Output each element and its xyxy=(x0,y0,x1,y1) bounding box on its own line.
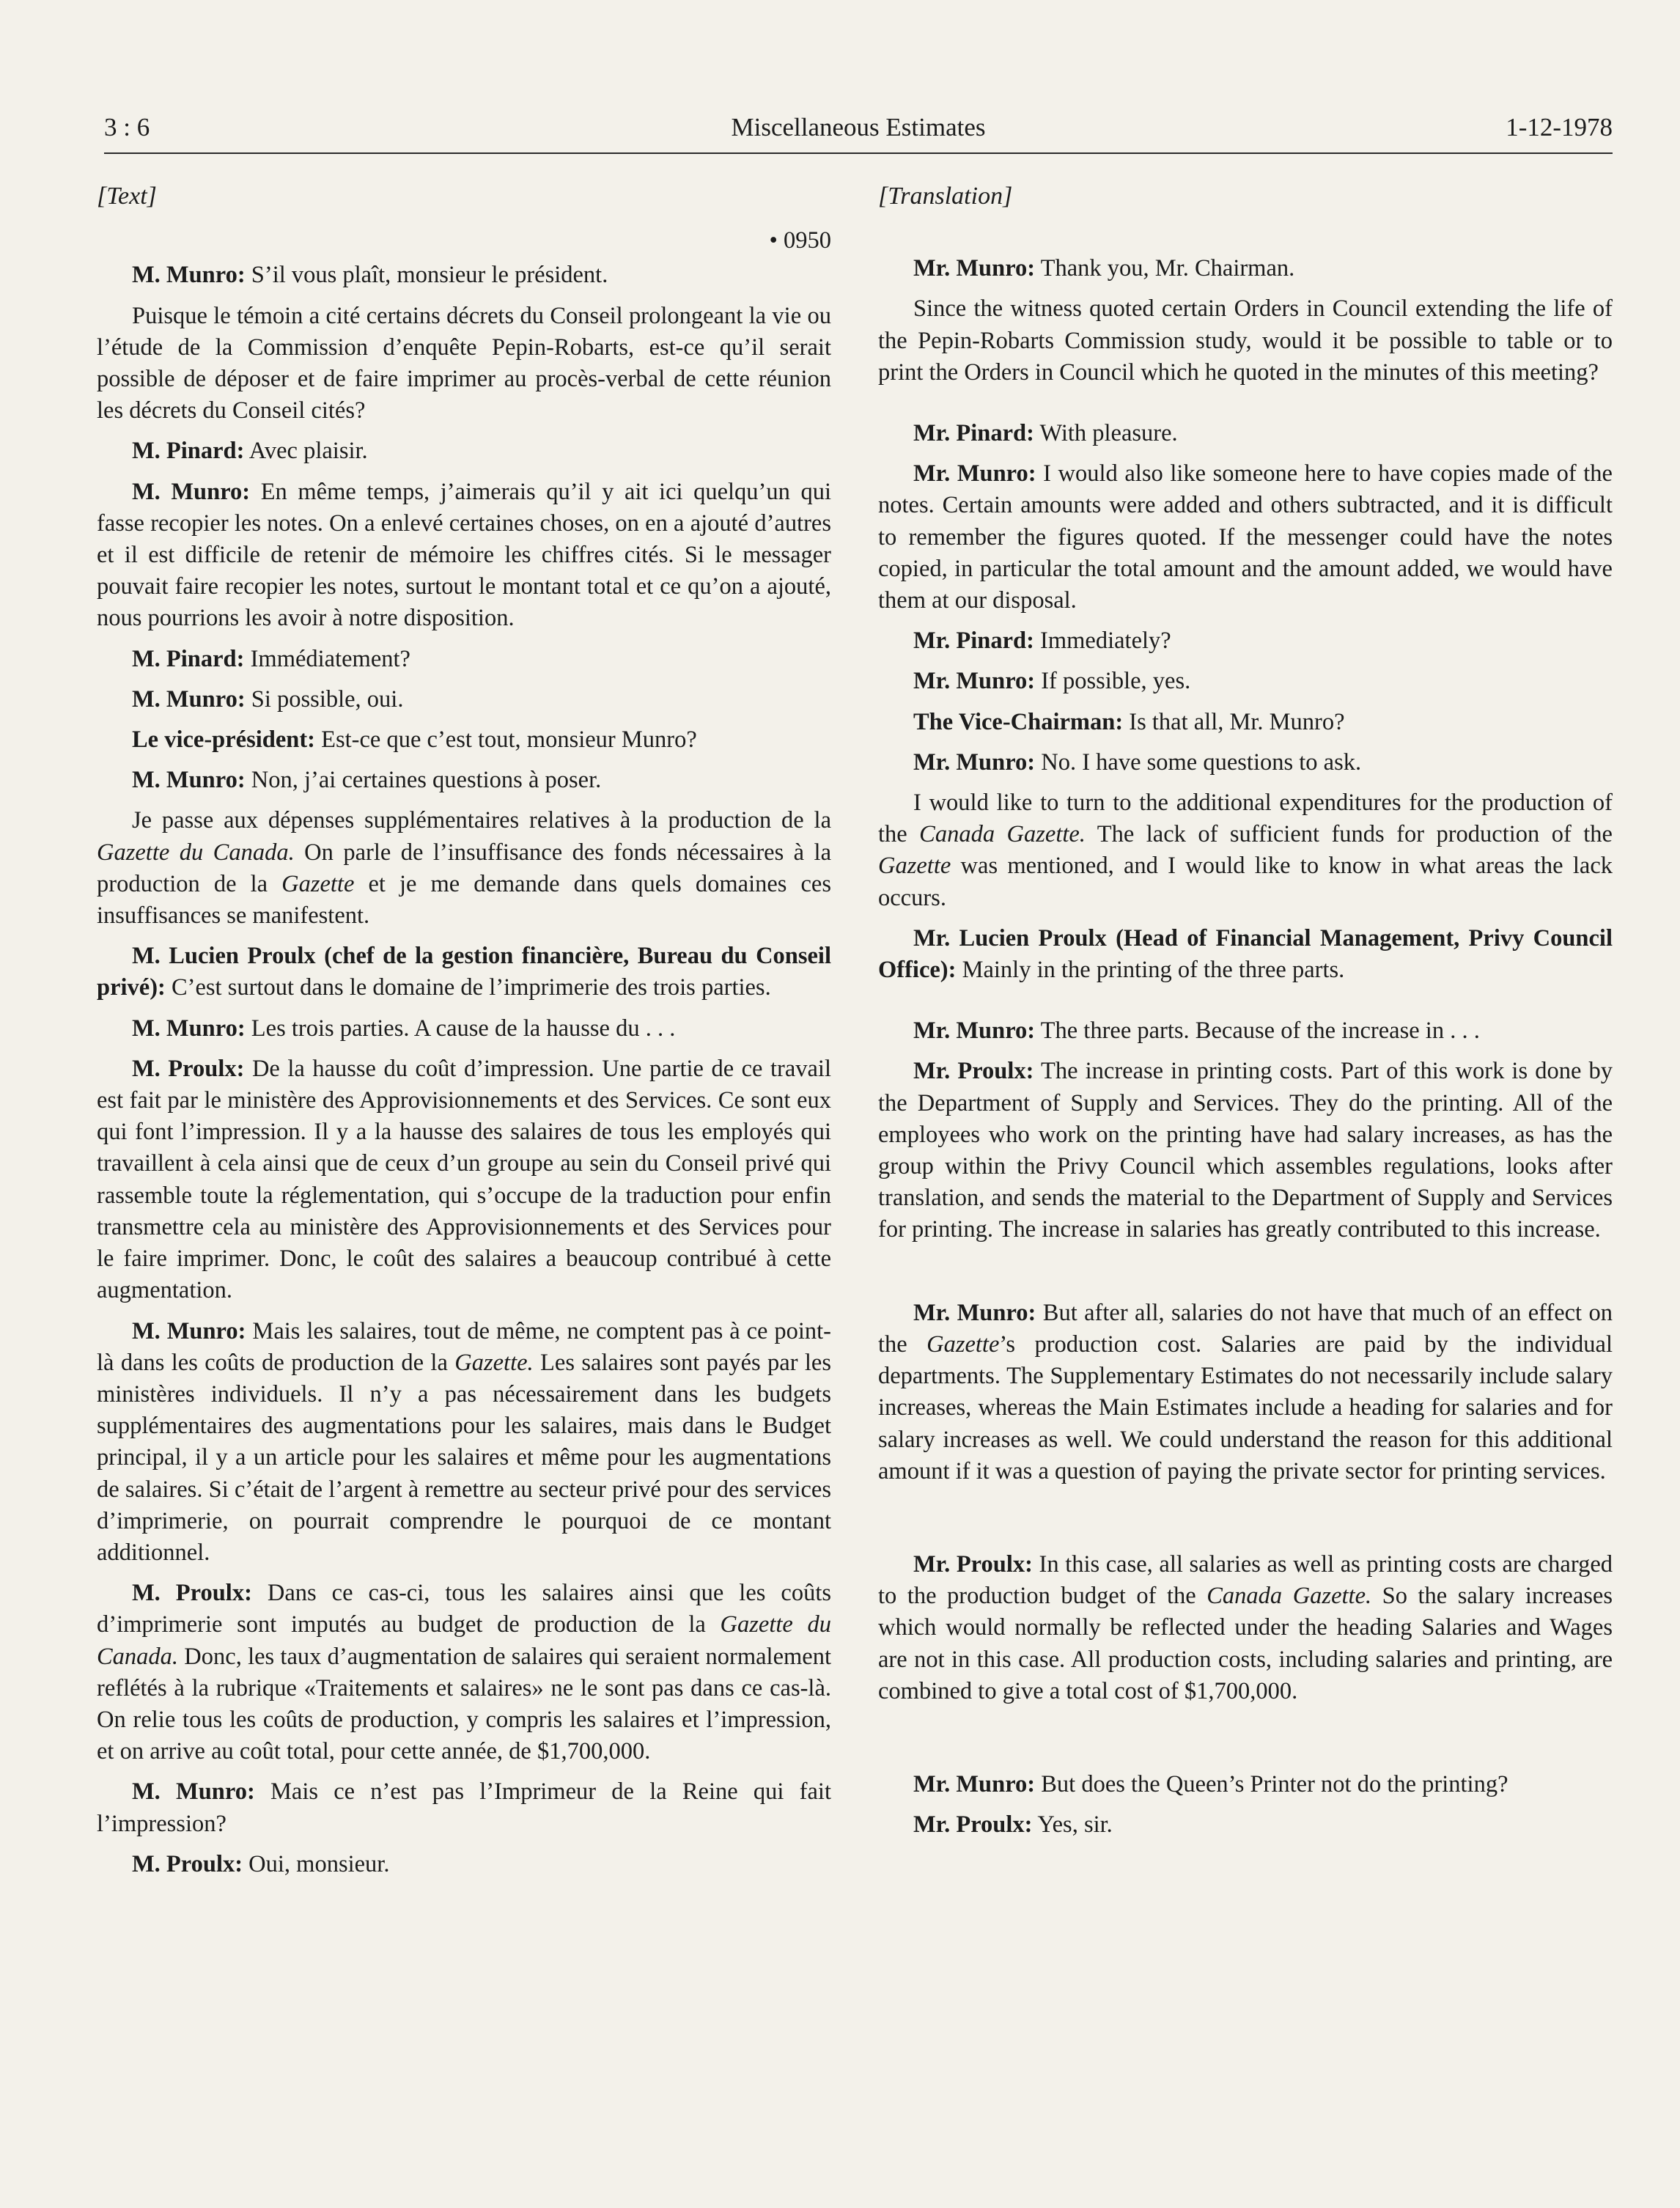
speaker-name: Mr. Proulx: xyxy=(913,1058,1034,1085)
speech-paragraph: Mr. Munro: The three parts. Because of the increase in . . . xyxy=(913,1017,1480,1045)
speech-paragraph: Puisque le témoin a cité certains décrets du Conseil prolongeant la vie ou l’étude de la Commission d’enquête Pepin-Robarts, est-ce qu’il serait possible de déposer et de faire imprimer au procès-verbal de cette réunion les décrets du Conseil cités? xyxy=(97,302,831,424)
right-column-english xyxy=(878,180,1613,1850)
speaker-name: M. Pinard: xyxy=(132,645,245,672)
running-title: Miscellaneous Estimates xyxy=(731,113,986,141)
speaker-name: M. Munro: xyxy=(132,262,246,289)
speech-paragraph: Mr. Lucien Proulx (Head of Financial Management, Privy Council Office): Mainly in the printing of the three parts. xyxy=(878,924,1613,984)
speaker-name: M. Lucien Proulx (chef de la gestion financière, Bureau du Conseil privé): xyxy=(97,943,831,1001)
speaker-name: Mr. Munro: xyxy=(913,668,1036,695)
speech-paragraph: Mr. Munro: No. I have some questions to ask. xyxy=(913,748,1362,776)
time-marker: • 0950 xyxy=(769,227,831,254)
speech-paragraph: The Vice-Chairman: Is that all, Mr. Munro? xyxy=(913,708,1345,735)
speech-paragraph: Mr. Proulx: The increase in printing costs. Part of this work is done by the Department of Supply and Services. They do the printing. All of the employees who work on the printing have had salary increases, as has the group within the Privy Council which assembles regulations, looks after translation, and sends the material to the Department of Supply and Services for printing. The increase in salaries has greatly contributed to this increase. xyxy=(878,1058,1613,1243)
speech-paragraph: M. Proulx: Dans ce cas-ci, tous les salaires ainsi que les coûts d’imprimerie sont imputés au budget de production de la Gazette du Canada. Donc, les taux d’augmentation de salaires qui seraient normalement reflétés à la rubrique «Traitements et salaires» ne le sont pas dans ce cas-là. On relie tous les coûts de production, y compris les salaires et l’impression, et on arrive au coût total, pour cette année, de $1,700,000. xyxy=(97,1580,832,1765)
speaker-name: Mr. Lucien Proulx (Head of Financial Management, Privy Council Office): xyxy=(878,924,1613,984)
speech-paragraph: Mr. Munro: But does the Queen’s Printer not do the printing? xyxy=(913,1770,1508,1797)
speech-paragraph: Je passe aux dépenses supplémentaires relatives à la production de la Gazette du Canada. On parle de l’insuffisance des fonds nécessaires à la production de la Gazette et je me demande dans quels domaines ces insuffisances se manifestent. xyxy=(97,807,831,930)
speech-paragraph: Mr. Munro: But after all, salaries do not have that much of an effect on the Gazette’s production cost. Salaries are paid by the individual departments. The Supplementary Estimates do not necessarily include salary increases, whereas the Main Estimates include a heading for salaries and for salary increases as well. We could understand the reason for this additional amount if it was a question of paying the private sector for printing services. xyxy=(878,1299,1613,1484)
speech-paragraph: M. Munro: Mais ce n’est pas l’Imprimeur de la Reine qui fait l’impression? xyxy=(97,1778,831,1837)
speaker-name: Mr. Munro: xyxy=(913,1299,1036,1326)
speaker-name: M. Munro: xyxy=(132,1317,246,1344)
speech-paragraph: M. Munro: En même temps, j’aimerais qu’il y ait ici quelqu’un qui fasse recopier les notes. On a enlevé certaines choses, on en a ajouté d’autres et il est difficile de retenir de mémoire les chiffres cités. Si le messager pouvait faire recopier les notes, surtout le montant total et ce qu’on a ajouté, nous pourrions les avoir à notre disposition. xyxy=(97,478,831,632)
column-tag: [Translation] xyxy=(878,183,1013,210)
speaker-name: M. Munro: xyxy=(132,1778,255,1806)
speaker-name: M. Pinard: xyxy=(132,438,245,465)
speech-paragraph: M. Pinard: Immédiatement? xyxy=(132,645,410,672)
speaker-name: Le vice-président: xyxy=(132,726,316,754)
speech-paragraph: M. Pinard: Avec plaisir. xyxy=(132,438,368,465)
speech-paragraph: Mr. Munro: I would also like someone here to have copies made of the notes. Certain amounts were added and others subtracted, and it is difficult to remember the figures quoted. If the messenger could have the notes copied, in particular the total amount and the amount added, we would have them at our disposal. xyxy=(878,460,1613,614)
speech-paragraph: M. Munro: Les trois parties. A cause de la hausse du . . . xyxy=(132,1015,676,1042)
speaker-name: Mr. Munro: xyxy=(913,460,1036,487)
speech-paragraph: M. Munro: Mais les salaires, tout de même, ne comptent pas à ce point-là dans les coûts de production de la Gazette. Les salaires sont payés par les ministères individuels. Il n’y a pas nécessairement dans les budgets supplémentaires des augmentations pour les salaires, mais dans le Budget principal, il y a un article pour les salaires et même pour les augmentations de salaires. Si c’était de l’argent à remettre au secteur privé pour des services d’imprimerie, on pourrait comprendre le pourquoi de ce montant additionnel. xyxy=(97,1317,832,1566)
speaker-name: Mr. Proulx: xyxy=(913,1550,1033,1578)
speech-paragraph: Mr. Munro: Thank you, Mr. Chairman. xyxy=(913,255,1295,282)
speech-paragraph: M. Munro: Non, j’ai certaines questions à poser. xyxy=(132,767,602,794)
speech-paragraph: Mr. Pinard: With pleasure. xyxy=(913,420,1178,447)
header-date: 1-12-1978 xyxy=(1506,113,1613,141)
page-header xyxy=(104,108,1613,154)
speaker-name: Mr. Pinard: xyxy=(913,628,1034,655)
column-tag: [Text] xyxy=(97,183,157,210)
speaker-name: M. Proulx: xyxy=(132,1055,245,1082)
left-column-french xyxy=(97,180,831,1889)
speech-paragraph: M. Proulx: Oui, monsieur. xyxy=(132,1850,390,1877)
speaker-name: M. Munro: xyxy=(132,478,251,505)
speaker-name: Mr. Proulx: xyxy=(913,1811,1033,1839)
speaker-name: Mr. Munro: xyxy=(913,255,1036,282)
speech-paragraph: I would like to turn to the additional expenditures for the production of the Canada Gazette. The lack of sufficient funds for production of the Gazette was mentioned, and I would like to know in what areas the lack occurs. xyxy=(878,790,1613,911)
speaker-name: Mr. Munro: xyxy=(913,1770,1036,1797)
speech-paragraph: Mr. Proulx: In this case, all salaries as well as printing costs are charged to the production budget of the Canada Gazette. So the salary increases which would normally be reflected under the heading Salaries and Wages are not in this case. All production costs, including salaries and printing, are combined to give a total cost of $1,700,000. xyxy=(878,1550,1613,1704)
speech-paragraph: M. Munro: S’il vous plaît, monsieur le président. xyxy=(132,262,608,289)
speech-paragraph: M. Proulx: De la hausse du coût d’impression. Une partie de ce travail est fait par le ministère des Approvisionnements et des Services. Ce sont eux qui font l’impression. Il y a la hausse des salaires de tous les employés qui travaillent à cela ainsi que de ceux d’un groupe au sein du Conseil privé qui rassemble toute la réglementation, qui s’occupe de la traduction pour enfin transmettre cela au ministère des Approvisionnements et des Services pour le faire imprimer. Donc, le coût des salaires a beaucoup contribué à cette augmentation. xyxy=(97,1055,831,1304)
speech-paragraph: Mr. Pinard: Immediately? xyxy=(913,628,1171,655)
speaker-name: M. Munro: xyxy=(132,1015,246,1042)
speech-paragraph: Mr. Proulx: Yes, sir. xyxy=(913,1811,1113,1839)
speaker-name: M. Munro: xyxy=(132,685,246,713)
speech-paragraph: Mr. Munro: If possible, yes. xyxy=(913,668,1191,695)
speaker-name: Mr. Munro: xyxy=(913,1017,1036,1045)
speech-paragraph: Le vice-président: Est-ce que c’est tout, monsieur Munro? xyxy=(132,726,697,754)
page-number: 3 : 6 xyxy=(104,113,150,141)
speech-paragraph: M. Munro: Si possible, oui. xyxy=(132,685,404,713)
speaker-name: Mr. Pinard: xyxy=(913,420,1034,447)
speaker-name: M. Munro: xyxy=(132,767,246,794)
speech-paragraph: M. Lucien Proulx (chef de la gestion financière, Bureau du Conseil privé): C’est surtout dans le domaine de l’imprimerie des trois parties. xyxy=(97,943,831,1001)
speaker-name: Mr. Munro: xyxy=(913,748,1036,776)
speaker-name: M. Proulx: xyxy=(132,1850,243,1877)
speaker-name: M. Proulx: xyxy=(132,1580,252,1607)
speech-paragraph: Since the witness quoted certain Orders in Council extending the life of the Pepin-Robarts Commission study, would it be possible to table or to print the Orders in Council which he quoted in the minutes of this meeting? xyxy=(878,295,1613,386)
speaker-name: The Vice-Chairman: xyxy=(913,708,1124,735)
